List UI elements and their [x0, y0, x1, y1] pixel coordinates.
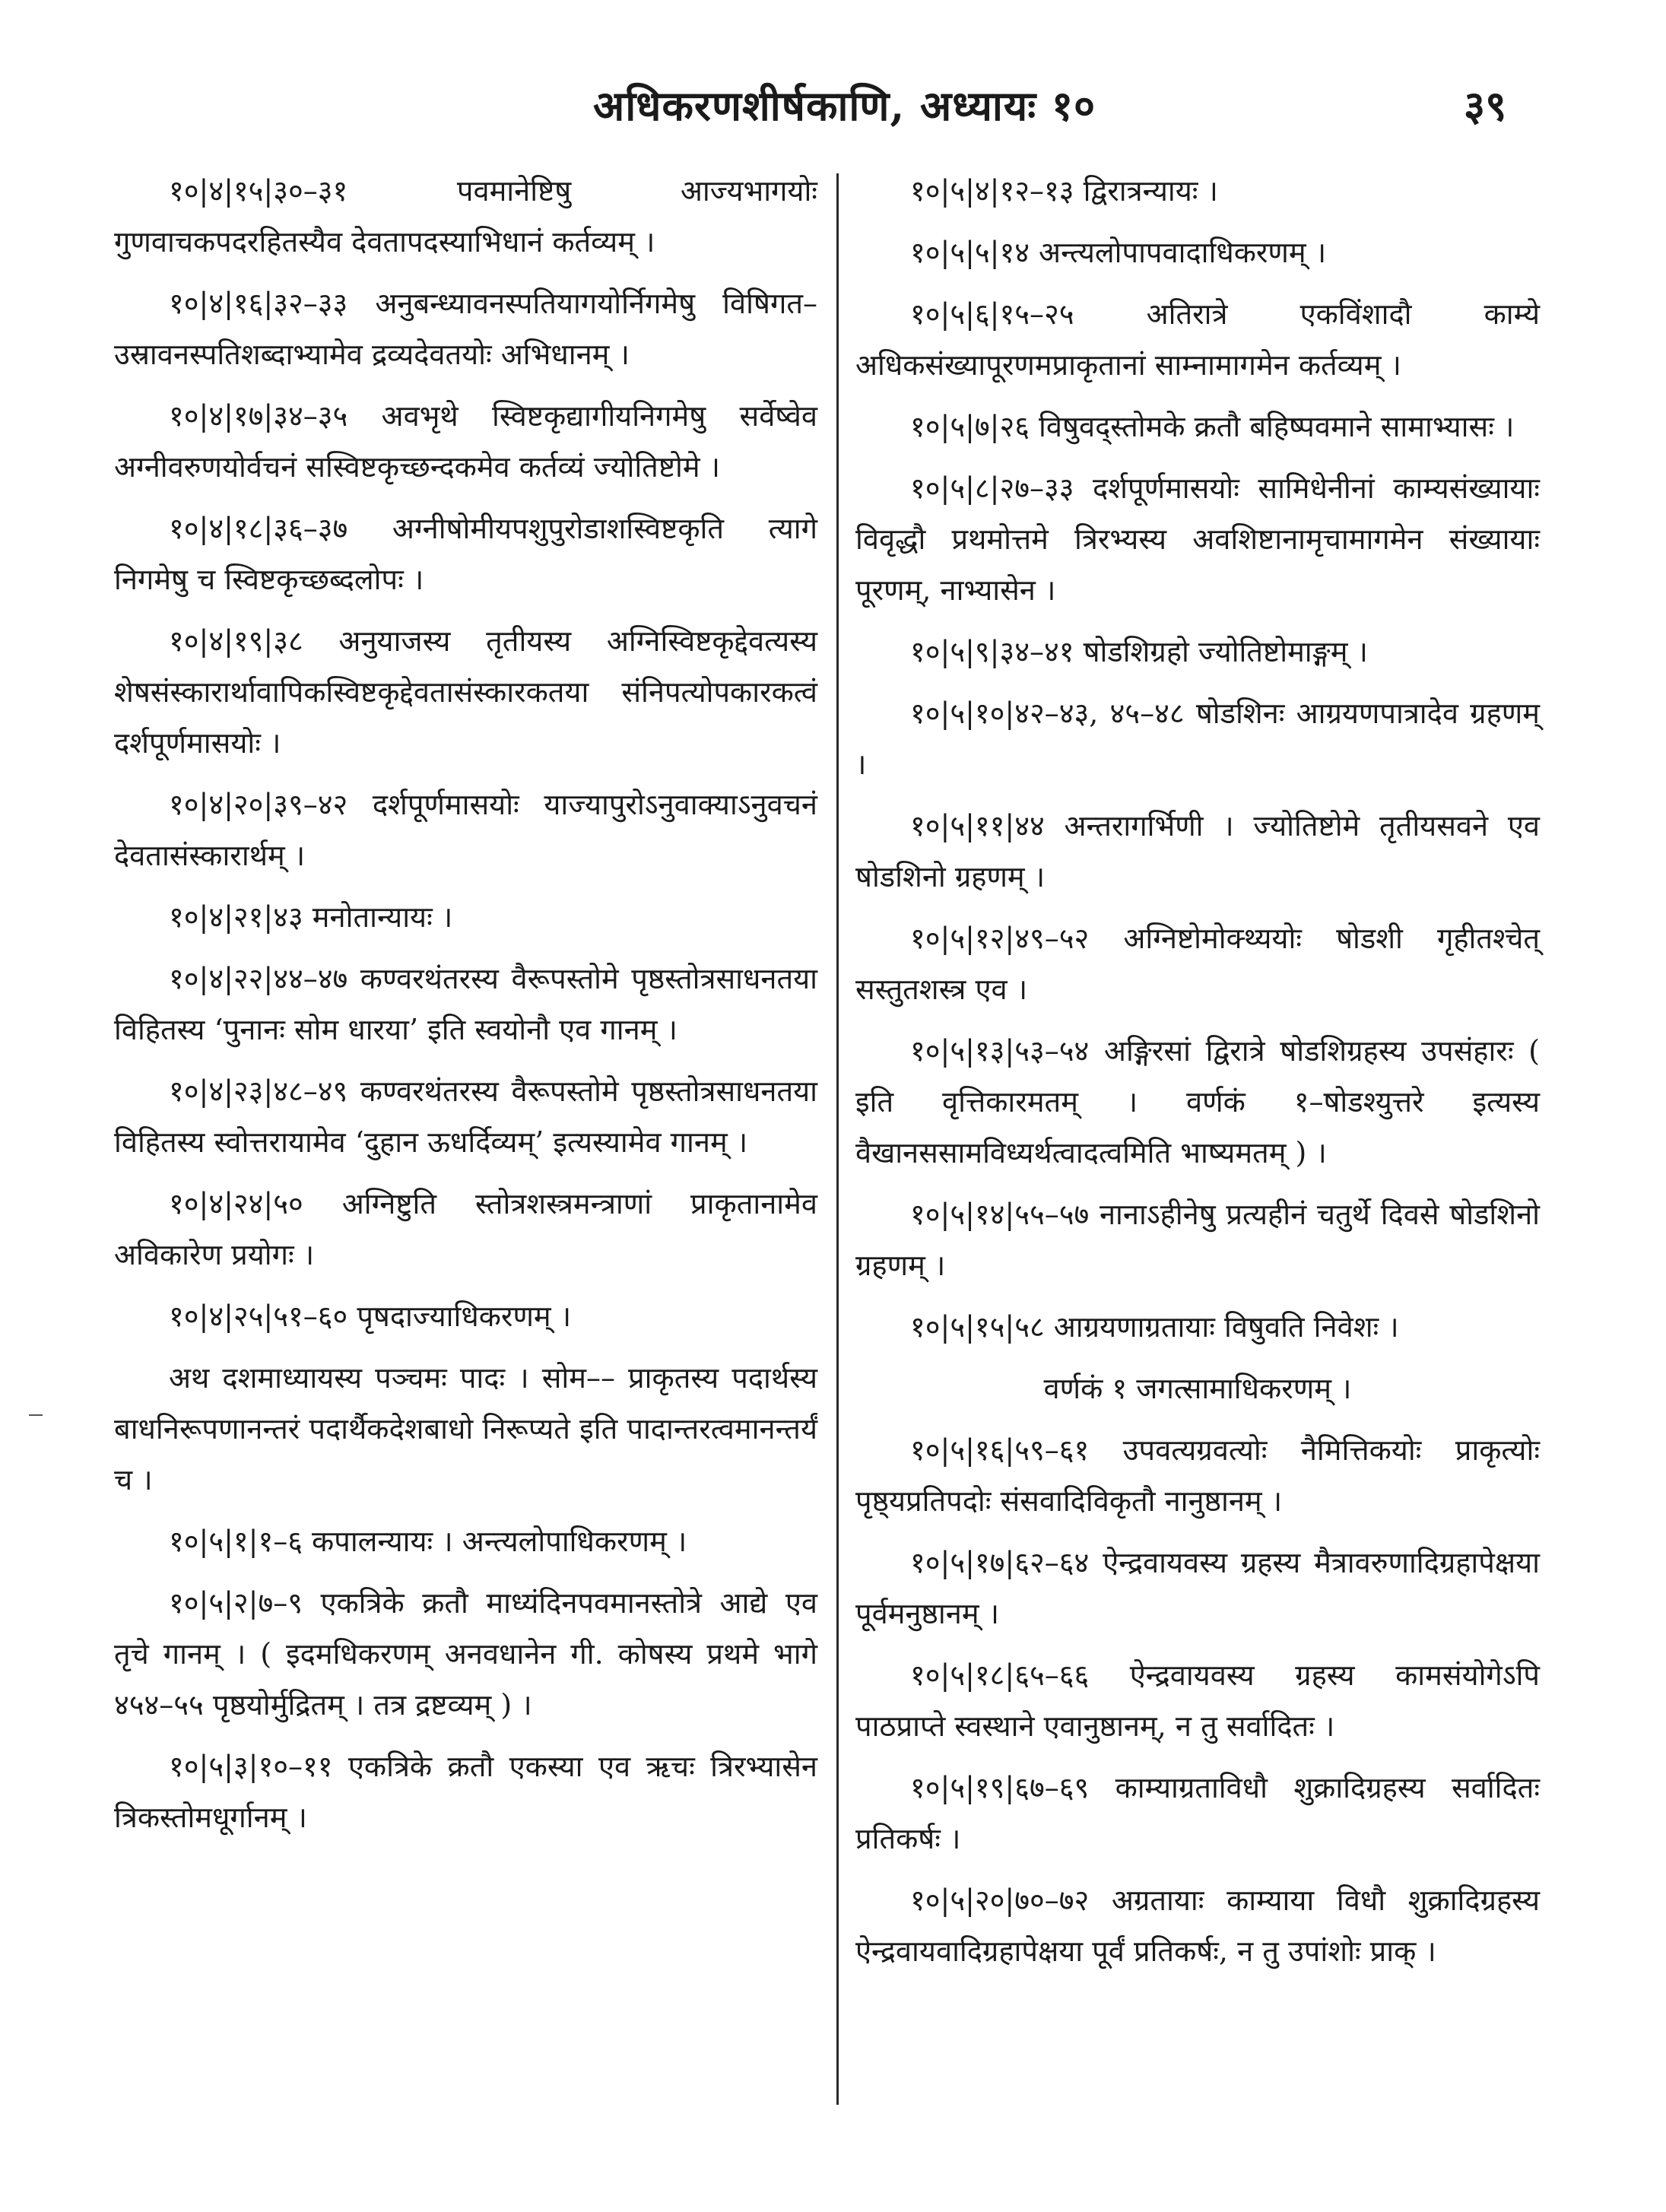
entry-left-10: १०|४|२४|५० अग्निष्टुति स्तोत्रशस्त्रमन्त्राणां प्राकृतानामेव अविकारेण प्रयोगः । [114, 1187, 817, 1271]
entry-right-8: १०|५|११|४४ अन्तरागर्भिणी । ज्योतिष्टोमे तृतीयसवने एव षोडशिनो ग्रहणम् । [855, 809, 1540, 893]
entry-left-14: १०|५|२|७–९ एकत्रिके क्रतौ माध्यंदिनपवमानस्तोत्रे आद्ये एव तृचे गानम् । ( इदमधिकरणम् अनवधानेन गी. कोषस्य प्रथमे भागे ४५४–५५ पृष्ठयोर्मुद्रितम् । तत्र द्रष्टव्यम् ) । [114, 1586, 817, 1722]
entry-right-4: १०|५|७|२६ विषुवद्‌स्तोमके क्रतौ बहिष्पवमाने सामाभ्यासः । [910, 410, 1515, 443]
entry-left-6: १०|४|२०|३९–४२ दर्शपूर्णमासयोः याज्यापुरोऽनुवाक्याऽनुवचनं देवतासंस्कारार्थम् । [114, 788, 817, 872]
entry-right-2: १०|५|५|१४ अन्त्यलोपापवादाधिकरणम् । [910, 236, 1327, 269]
entry-right-5: १०|५|८|२७–३३ दर्शपूर्णमासयोः सामिधेनीनां काम्यसंख्यायाः विवृद्धौ प्रथमोत्तमे त्रिरभ्यस्य अवशिष्टानामृचामागमेन संख्यायाः पूरणम्, नाभ्यासेन । [855, 471, 1540, 607]
entry-right-12: १०|५|१५|५८ आग्रयणाग्रतायाः विषुवति निवेशः । [910, 1310, 1399, 1344]
left-column [114, 166, 817, 1854]
entry-left-15: १०|५|३|१०–११ एकत्रिके क्रतौ एकस्या एव ऋचः त्रिरभ्यासेन त्रिकस्तोमधूर्गानम् । [114, 1750, 817, 1834]
entry-left-11: १०|४|२५|५१–६० पृषदाज्याधिकरणम् । [169, 1300, 572, 1333]
entry-right-17: १०|५|१९|६७–६९ काम्याग्रताविधौ शुक्रादिग्रहस्य सर्वादितः प्रतिकर्षः । [855, 1771, 1540, 1855]
section-intro: अथ दशमाध्यायस्य पञ्चमः पादः । सोम–– प्राकृतस्य पदार्थस्य बाधनिरूपणानन्तरं पदार्थैकदेशबाधो निरूप्यते इति पादान्तरत्वमानन्तर्यं च । [114, 1361, 817, 1496]
entry-right-7: १०|५|१०|४२–४३, ४५–४८ षोडशिनः आग्रयणपात्रादेव ग्रहणम् । [855, 697, 1540, 781]
entry-right-10: १०|५|१३|५३–५४ अङ्गिरसां द्विरात्रे षोडशिग्रहस्य उपसंहारः ( इति वृत्तिकारमतम् । वर्णकं १–षोडश्युत्तरे इत्यस्य वैखानससामविध्यर्थत्वादत्वमिति भाष्यमतम् ) । [855, 1034, 1540, 1169]
entry-right-16: १०|५|१८|६५–६६ ऐन्द्रवायवस्य ग्रहस्य कामसंयोगेऽपि पाठप्राप्ते स्वस्थाने एवानुष्ठानम्, न तु सर्वादितः । [855, 1658, 1540, 1743]
entry-left-4: १०|४|१८|३६–३७ अग्नीषोमीयपशुपुरोडाशस्विष्टकृति त्यागे निगमेषु च स्विष्टकृच्छब्दलोपः । [114, 512, 817, 596]
running-head: अधिकरणशीर्षकाणि, अध्यायः १० [593, 81, 1096, 130]
varnaka-heading: वर्णकं १ जगत्सामाधिकरणम् । [1043, 1372, 1352, 1405]
entry-left-8: १०|४|२२|४४–४७ कण्वरथंतरस्य वैरूपस्तोमे पृष्ठस्तोत्रसाधनतया विहितस्य ‘पुनानः सोम धारया’ इति स्वयोनौ एव गानम् । [114, 962, 817, 1046]
entry-left-2: १०|४|१६|३२–३३ अनुबन्ध्यावनस्पतियागयोर्निगमेषु विषिगत– उस्रावनस्पतिशब्दाभ्यामेव द्रव्यदेवतयोः अभिधानम् । [114, 287, 817, 371]
entry-left-9: १०|४|२३|४८–४९ कण्वरथंतरस्य वैरूपस्तोमे पृष्ठस्तोत्रसाधनतया विहितस्य स्वोत्तरायामेव ‘दुहान ऊधर्दिव्यम्’ इत्यस्यामेव गानम् । [114, 1074, 817, 1159]
margin-mark [29, 1414, 43, 1416]
page-header [0, 76, 1666, 137]
entry-left-1: १०|४|१५|३०–३१ पवमानेष्टिषु आज्यभागयोः गुणवाचकपदरहितस्यैव देवतापदस्याभिधानं कर्तव्यम् । [114, 174, 817, 259]
right-column [855, 166, 1540, 1988]
entry-right-1: १०|५|४|१२–१३ द्विरात्रन्यायः । [910, 174, 1218, 208]
entry-right-18: १०|५|२०|७०–७२ अग्रतायाः काम्याया विधौ शुक्रादिग्रहस्य ऐन्द्रवायवादिग्रहापेक्षया पूर्वं प्रतिकर्षः, न तु उपांशोः प्राक् । [855, 1884, 1540, 1968]
entry-left-7: १०|४|२१|४३ मनोतान्यायः । [169, 900, 453, 934]
entry-left-5: १०|४|१९|३८ अनुयाजस्य तृतीयस्य अग्निस्विष्टकृद्देवत्यस्य शेषसंस्कारार्थावापिकस्विष्टकृद्देवतासंस्कारकतया संनिपत्योपकारकत्वं दर्शपूर्णमासयोः । [114, 624, 817, 760]
entry-left-13: १०|५|१|१–६ कपालन्यायः । अन्त्यलोपाधिकरणम् । [169, 1525, 687, 1558]
entry-right-14: १०|५|१६|५९–६१ उपवत्यग्रवत्योः नैमित्तिकयोः प्राकृत्योः पृष्ठ्यप्रतिपदोः संसवादिविकृतौ नानुष्ठानम् । [855, 1433, 1540, 1518]
entry-left-3: १०|४|१७|३४–३५ अवभृथे स्विष्टकृद्यागीयनिगमेषु सर्वेष्वेव अग्नीवरुणयोर्वचनं सस्विष्टकृच्छन्दकमेव कर्तव्यं ज्योतिष्टोमे । [114, 399, 817, 484]
entry-right-11: १०|५|१४|५५–५७ नानाऽहीनेषु प्रत्यहीनं चतुर्थे दिवसे षोडशिनो ग्रहणम् । [855, 1198, 1540, 1282]
column-divider [836, 173, 839, 2105]
page-number: ३९ [1464, 81, 1507, 130]
entry-right-9: १०|५|१२|४९–५२ अग्निष्टोमोक्थ्ययोः षोडशी गृहीतश्चेत् सस्तुतशस्त्र एव । [855, 922, 1540, 1006]
entry-right-6: १०|५|९|३४–४१ षोडशिग्रहो ज्योतिष्टोमाङ्गम् । [910, 635, 1368, 668]
entry-right-3: १०|५|६|१५–२५ अतिरात्रे एकविंशादौ काम्ये अधिकसंख्यापूरणमप्राकृतानां साम्नामागमेन कर्तव्यम् । [855, 297, 1540, 382]
entry-right-15: १०|५|१७|६२–६४ ऐन्द्रवायवस्य ग्रहस्य मैत्रावरुणादिग्रहापेक्षया पूर्वमनुष्ठानम् । [855, 1546, 1540, 1630]
